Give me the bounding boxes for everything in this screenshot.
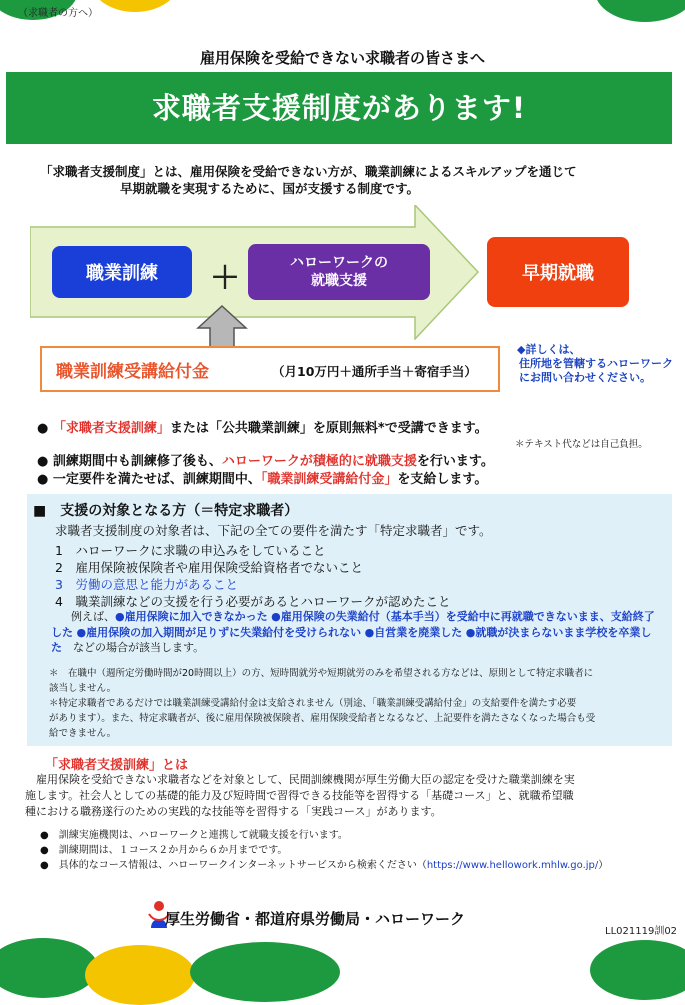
requirement-3: 3 労働の意思と能力があること <box>55 577 238 592</box>
requirement-2: 2 雇用保険被保険者や雇用保険受給資格者でないこと <box>55 560 363 575</box>
footnote-2 <box>49 696 664 741</box>
deco-circle-green-bl <box>0 938 98 998</box>
bullet-dot: ● <box>37 421 49 436</box>
plus-sign: ＋ <box>210 261 240 296</box>
bullet-2-highlight: ハローワークが積極的に就職支援 <box>221 454 417 469</box>
benefit-detail: （月10万円＋通所手当＋寄宿手当） <box>272 364 477 379</box>
bullet-2-pre: 訓練期間中も訓練修了後も、 <box>52 454 222 469</box>
training-box <box>52 246 192 298</box>
benefit-title: 職業訓練受講給付金 <box>56 362 209 382</box>
page-subtitle: 雇用保険を受給できない求職者の皆さまへ <box>199 49 485 67</box>
training-section-paragraph <box>25 772 665 820</box>
paragraph-line-1: 雇用保険を受給できない求職者などを対象として、民間訓練機関が厚生労働大臣の認定を受けた職業訓練を実 <box>25 773 575 786</box>
bullet-3-pre: 一定要件を満たせば、訓練期間中、 <box>52 472 261 487</box>
footnote-2-line-c: 給できません。 <box>49 728 117 739</box>
benefit-box <box>40 346 500 392</box>
footnote-2-line-b: があります）。また、特定求職者が、後に雇用保険被保険者、雇用保険受給者となるなど、上記要件を満たさなくなった場合も受 <box>49 713 596 724</box>
paragraph-line-2: 施します。社会人としての基礎的能力及び短時間で習得できる技能等を習得する「基礎コース」と、就職希望職 <box>25 789 574 802</box>
example-2: ●雇用保険の失業給付（基本手当）を受給中に再就職できないまま、支給終了した <box>51 610 655 639</box>
footnote-1-line-a: ＊ 在職中（週所定労働時間が20時間以上）の方、短時間就労や短期就労のみを希望される方などは、原則として特定求職者に <box>49 668 594 679</box>
contact-line-1: ◆詳しくは、 <box>517 343 581 356</box>
deco-circle-yellow-tl <box>90 0 180 12</box>
hellowork-label-2: 就職支援 <box>311 273 367 289</box>
target-panel <box>27 494 672 746</box>
target-lead: 求職者支援制度の対象者は、下記の全ての要件を満たす「特定求職者」です。 <box>55 523 492 538</box>
footer-organization: 厚生労働省・都道府県労働局・ハローワーク <box>165 910 466 928</box>
deco-circle-green-bm <box>190 942 340 1002</box>
document-code: LL021119訓02 <box>605 926 678 937</box>
deco-circle-yellow-bl <box>85 945 195 1005</box>
deco-circle-green-tr <box>595 0 685 22</box>
early-employment-label: 早期就職 <box>522 263 594 284</box>
examples-post: などの場合が該当します。 <box>62 641 205 654</box>
footnote-2-line-a: ＊特定求職者であるだけでは職業訓練受講給付金は支給されません（別途、「職業訓練受講給付金」の支給要件を満たす必要 <box>49 698 577 709</box>
training-item-1: ● 訓練実施機関は、ハローワークと連携して就職支援を行います。 <box>40 830 348 841</box>
footnote-1-line-b: 該当しません。 <box>49 683 117 694</box>
example-5: ●就職が決まらないまま学校を卒業した <box>51 625 652 654</box>
training-item-3 <box>40 856 608 871</box>
intro-text <box>40 163 660 197</box>
bullet-free-training <box>37 417 488 436</box>
deco-circle-green-br <box>590 940 685 1000</box>
examples-text <box>51 609 661 656</box>
bullet-benefit <box>37 468 487 487</box>
bullet-dot: ● <box>37 454 49 469</box>
hellowork-label-1: ハローワークの <box>290 255 388 271</box>
textbook-note: ＊テキスト代などは自己負担。 <box>515 439 648 450</box>
contact-note <box>517 343 685 385</box>
examples-pre: 例えば、 <box>71 610 115 623</box>
example-1: ●雇用保険に加入できなかった <box>115 610 268 623</box>
bullet-1-highlight: 「求職者支援訓練」 <box>52 421 170 436</box>
training-section-title: 「求職者支援訓練」とは <box>45 758 189 773</box>
intro-line-2: 早期就職を実現するために、国が支援する制度です。 <box>120 181 420 196</box>
intro-line-1: 「求職者支援制度」とは、雇用保険を受給できない方が、職業訓練によるスキルアップを通じて <box>40 164 577 179</box>
requirement-1: 1 ハローワークに求職の申込みをしていること <box>55 543 326 558</box>
example-3: ●雇用保険の加入期間が足りずに失業給付を受けられない <box>76 625 362 639</box>
up-arrow-icon <box>196 304 248 348</box>
requirement-4: 4 職業訓練などの支援を行う必要があるとハローワークが認めたこと <box>55 594 451 609</box>
bullet-job-support <box>37 450 494 469</box>
example-4: ●自営業を廃業した <box>364 625 463 639</box>
hellowork-support-box <box>248 244 430 300</box>
bullet-dot: ● <box>37 472 49 487</box>
training-label: 職業訓練 <box>86 263 158 284</box>
contact-line-3: にお問い合わせください。 <box>519 371 651 384</box>
hellowork-url-link[interactable]: https://www.hellowork.mhlw.go.jp/ <box>426 860 599 871</box>
page-title-banner: 求職者支援制度があります! <box>6 72 672 144</box>
paragraph-line-3: 種における職務遂行のための実践的な技能等を習得する「実践コース」があります。 <box>25 805 442 818</box>
training-item-3-end: ） <box>598 860 609 871</box>
audience-note: （求職者の方へ） <box>18 8 98 19</box>
bullet-1-text: または「公共職業訓練」を原則無料*で受講できます。 <box>169 421 488 436</box>
bullet-3-highlight: 「職業訓練受講給付金」 <box>260 472 398 487</box>
training-item-3-text: ● 具体的なコース情報は、ハローワークインターネットサービスから検索ください（ <box>40 860 427 871</box>
training-item-2: ● 訓練期間は、１コース２か月から６か月までです。 <box>40 845 288 856</box>
bullet-3-post: を支給します。 <box>397 472 488 487</box>
early-employment-box <box>487 237 629 307</box>
bullet-2-post: を行います。 <box>416 454 494 469</box>
contact-line-2: 住所地を管轄するハローワーク <box>519 357 673 370</box>
target-title: ■ 支援の対象となる方（＝特定求職者） <box>33 503 299 519</box>
footnote-1 <box>49 666 664 696</box>
